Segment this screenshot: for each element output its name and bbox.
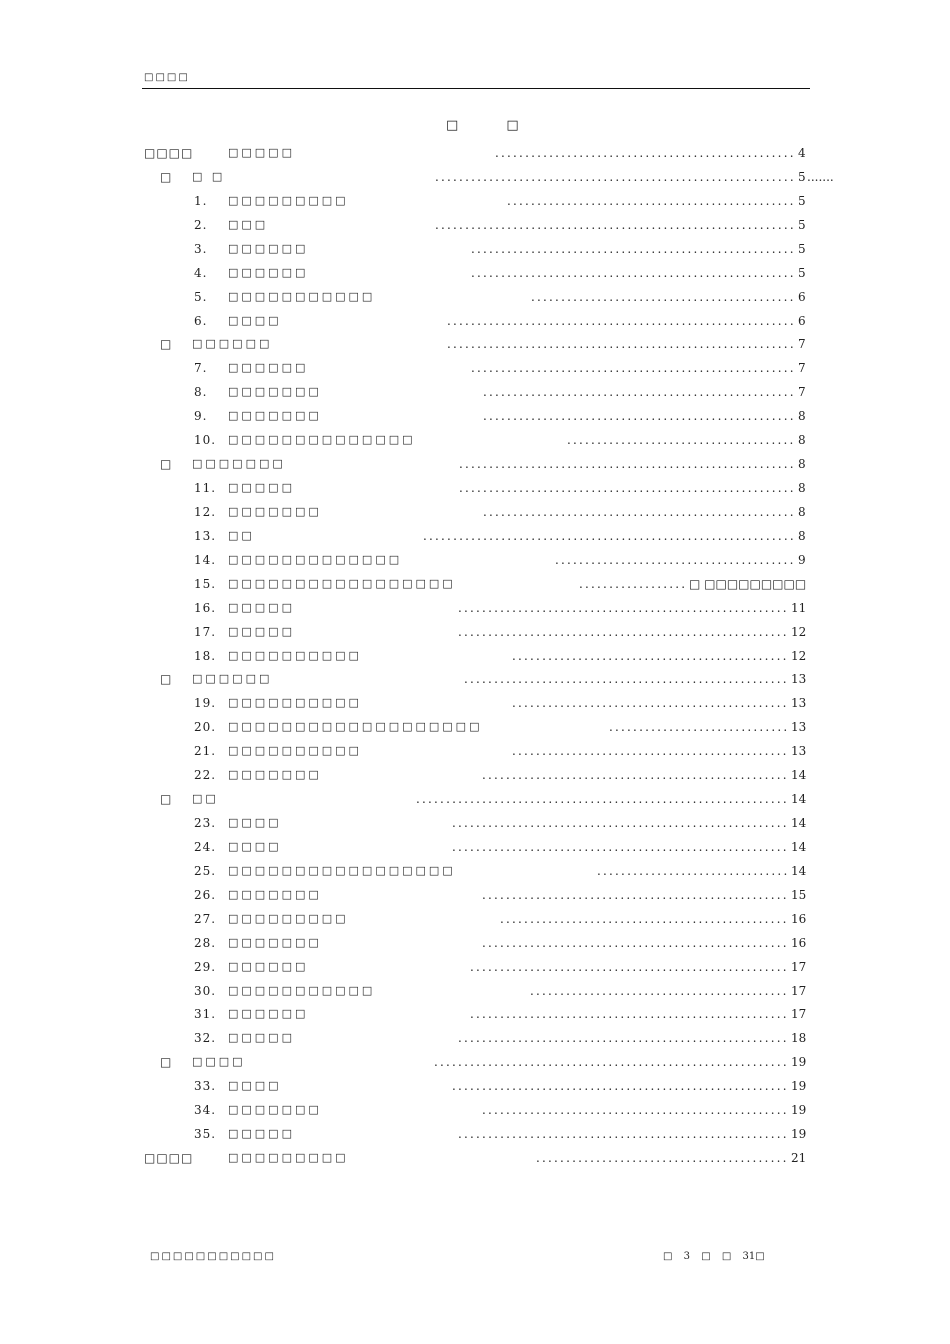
toc-leader-dots: ...................................................	[482, 1103, 789, 1118]
toc-leader-dots: ...........................................	[530, 983, 789, 998]
toc-entry-number: 29.	[194, 959, 217, 974]
toc-entry-label: □□□□□□□□□□□	[228, 983, 376, 997]
toc-entry-label: □□	[192, 792, 219, 806]
toc-entry-number: 19.	[194, 696, 217, 711]
toc-entry-label: □□□□□□□□□	[228, 193, 349, 207]
toc-entry-number: 9.	[194, 409, 208, 424]
toc-entry[interactable]	[0, 744, 950, 758]
toc-leader-dots: ...................................................	[482, 935, 789, 950]
toc-entry-label: □□□□□	[228, 600, 295, 614]
toc-entry-label: □□□□□□□	[192, 457, 286, 471]
toc-entry[interactable]	[0, 553, 950, 567]
toc-entry-page: 14	[791, 839, 807, 854]
toc-entry-page: 5	[798, 169, 806, 184]
footer-page-total: 31□	[742, 1251, 765, 1262]
toc-leader-dots: ........................................................	[452, 839, 789, 854]
toc-entry-page: 7	[798, 337, 806, 352]
toc-entry-label: □□□□□□□	[228, 1103, 322, 1117]
toc-entry-label: □□□□	[228, 816, 282, 830]
toc-entry[interactable]	[0, 314, 950, 328]
toc-leader-dots: .....................................................	[470, 959, 789, 974]
toc-leader-dots: ..............................	[609, 720, 789, 735]
toc-entry[interactable]	[0, 266, 950, 280]
toc-entry-label: □□□□□□□	[228, 409, 322, 423]
toc-entry-number: 15.	[194, 576, 217, 591]
toc-entry-label: □□□□□□□□□□□□□□□□□	[228, 863, 456, 877]
toc-entry-label: □□□□□□	[228, 265, 309, 279]
toc-entry-page: 6	[798, 313, 806, 328]
toc-entry-page: 19	[791, 1055, 807, 1070]
toc-entry-number: 17.	[194, 624, 217, 639]
toc-entry[interactable]	[0, 936, 950, 950]
toc-entry-label: □□□□□□□□□□□□□□	[228, 433, 416, 447]
toc-entry-page: 6	[798, 289, 806, 304]
toc-entry-label: □□□□□□	[192, 337, 273, 351]
toc-entry-number: 24.	[194, 839, 217, 854]
toc-entry-number: □	[160, 457, 173, 472]
toc-entry-page: 14	[791, 768, 807, 783]
toc-entry-label: □□□□□	[228, 1127, 295, 1141]
toc-leader-dots: ............................................................	[435, 169, 796, 184]
toc-entry-label: □□□□□□□□□□	[228, 648, 362, 662]
toc-entry-page: 13	[791, 744, 807, 759]
toc-entry-label: □□□□	[228, 1079, 282, 1093]
toc-leader-dots: ................................................	[500, 911, 789, 926]
toc-entry-page: 5	[798, 265, 806, 280]
toc-entry-label: □□□□	[192, 1055, 246, 1069]
toc-entry-label: □□□□□□□	[228, 768, 322, 782]
toc-entry-page: 16	[791, 911, 807, 926]
toc-leader-dots: .......................................................	[458, 624, 789, 639]
toc-entry-page: 18	[791, 1031, 807, 1046]
toc-leader-dots: ............................................	[531, 289, 796, 304]
toc-leader-dots: ........................................................	[452, 1079, 789, 1094]
toc-leader-dots: ...........................................................	[434, 1055, 789, 1070]
toc-leader-dots: ....................................................	[483, 504, 796, 519]
toc-entry-number: 25.	[194, 863, 217, 878]
toc-entry-number: □	[160, 337, 173, 352]
toc-leader-dots: ........................................................	[459, 457, 796, 472]
toc-entry-label: □□□□	[228, 839, 282, 853]
toc-entry-page: 8	[798, 457, 806, 472]
footer-left-text: □□□□□□□□□□□	[150, 1251, 276, 1262]
toc-entry-label: □□□□□	[228, 146, 295, 159]
toc-entry-label: □□□□□□□□□	[228, 1151, 349, 1165]
toc-entry-page: 21	[791, 1151, 807, 1166]
toc-entry-label: □□□□□□	[228, 241, 309, 255]
toc-entry-number: 12.	[194, 504, 217, 519]
toc-entry-label: □□□□□□	[228, 361, 309, 375]
toc-entry[interactable]	[0, 696, 950, 710]
toc-entry-number: 26.	[194, 887, 217, 902]
toc-entry-label: □□□□□□□	[228, 504, 322, 518]
toc-leader-dots: ......................................................	[471, 241, 796, 256]
toc-entry[interactable]	[0, 1055, 950, 1069]
toc-leader-dots: ..............................................	[512, 696, 789, 711]
toc-entry[interactable]	[0, 457, 950, 471]
toc-entry-number: 16.	[194, 600, 217, 615]
toc-entry-page: 12	[791, 648, 807, 663]
toc-leader-dots: ......................................	[567, 433, 796, 448]
toc-entry-label: □□□□□□□□□□□□□□□□□	[228, 576, 456, 590]
toc-leader-dots: ..........................................................	[447, 313, 796, 328]
toc-entry[interactable]	[0, 218, 950, 232]
toc-leader-dots: ...................................................	[482, 887, 789, 902]
toc-entry[interactable]	[0, 960, 950, 974]
toc-leader-dots: .......................................................	[458, 600, 789, 615]
toc-entry-page: 14	[791, 863, 807, 878]
toc-entry-label: □□□□□	[228, 624, 295, 638]
toc-leader-dots: ..............................................................	[423, 528, 796, 543]
toc-entry[interactable]	[0, 577, 950, 591]
toc-entry[interactable]	[0, 194, 950, 208]
toc-entry-label: □□□□□□□□□□□	[228, 289, 376, 303]
toc-entry-page: 17	[791, 959, 807, 974]
toc-entry[interactable]	[0, 1031, 950, 1045]
toc-leader-dots: .......................................................	[458, 1127, 789, 1142]
toc-leader-dots: ........................................................	[459, 481, 796, 496]
toc-entry-page: 5	[798, 217, 806, 232]
toc-entry-page: 16	[791, 935, 807, 950]
toc-entry-page: 15	[791, 887, 807, 902]
toc-leader-dots: ......................................................	[464, 672, 789, 687]
toc-entry[interactable]	[0, 337, 950, 351]
toc-entry[interactable]	[0, 625, 950, 639]
toc-entry-number: □□□□	[144, 1151, 194, 1166]
toc-entry-number: 4.	[194, 265, 208, 280]
toc-entry[interactable]	[0, 1151, 950, 1165]
toc-entry[interactable]	[0, 888, 950, 902]
toc-leader-dots: ..........................................................	[447, 337, 796, 352]
toc-entry-number: 27.	[194, 911, 217, 926]
toc-entry-number: 1.	[194, 193, 208, 208]
toc-leader-dots: ..........................................	[536, 1151, 789, 1166]
toc-entry[interactable]	[0, 409, 950, 423]
toc-entry-number: 20.	[194, 720, 217, 735]
toc-entry-number: □	[160, 672, 173, 687]
toc-entry-number: □	[160, 792, 173, 807]
footer-page-indicator	[663, 1251, 773, 1262]
toc-leader-dots: ....................................................	[483, 409, 796, 424]
toc-entry[interactable]	[0, 720, 950, 734]
toc-entry-number: 6.	[194, 313, 208, 328]
toc-entry-number: 28.	[194, 935, 217, 950]
toc-entry-page: 7	[798, 385, 806, 400]
toc-entry-label: □□□□□□□□□□	[228, 696, 362, 710]
toc-entry[interactable]	[0, 792, 950, 806]
toc-entry-number: □	[160, 1055, 173, 1070]
toc-entry-label: □□□□□□	[192, 672, 273, 686]
toc-entry-number: 11.	[194, 481, 217, 496]
toc-leader-dots: ..............................................	[512, 648, 789, 663]
footer-page-mid: □	[701, 1251, 711, 1262]
toc-title: □ □	[446, 118, 541, 133]
toc-leader-dots: ........................................................	[452, 816, 789, 831]
toc-entry-number: 18.	[194, 648, 217, 663]
toc-entry-number: 33.	[194, 1079, 217, 1094]
toc-entry-page: 8	[798, 409, 806, 424]
toc-entry-page: 5	[798, 241, 806, 256]
toc-entry-label: □□□	[228, 217, 269, 231]
footer-page-mid2: □	[721, 1251, 732, 1262]
toc-leader-dots: ............................................................	[435, 217, 796, 232]
page-header-text: □□□□	[144, 72, 190, 83]
footer-page-prefix: □	[663, 1251, 673, 1262]
toc-entry-page: 14	[791, 792, 807, 807]
toc-entry-number: 8.	[194, 385, 208, 400]
toc-leader-dots: ..............................................................	[416, 792, 789, 807]
toc-entry-number: 35.	[194, 1127, 217, 1142]
toc-entry-label: □ □	[192, 169, 226, 183]
toc-entry-page: 8	[798, 528, 806, 543]
toc-entry-label: □□□□□□□	[228, 935, 322, 949]
toc-leader-dots: ..................	[579, 576, 687, 591]
toc-entry-page: 17	[791, 1007, 807, 1022]
toc-leader-dots: .....................................................	[470, 1007, 789, 1022]
toc-leader-dots: ................................................	[507, 193, 796, 208]
toc-entry-label: □□□□□□□□□□□□□□□□□□□	[228, 720, 483, 734]
toc-entry-number: 31.	[194, 1007, 217, 1022]
toc-entry-number: 21.	[194, 744, 217, 759]
toc-entry-label: □□	[228, 528, 255, 542]
toc-entry-label: □□□□□□□□□□□□□	[228, 552, 403, 566]
toc-leader-dots: .......................................................	[458, 1031, 789, 1046]
toc-entry[interactable]	[0, 672, 950, 686]
toc-entry[interactable]	[0, 433, 950, 447]
toc-entry-label: □□□□□□□□□□	[228, 744, 362, 758]
toc-entry-page: 8	[798, 481, 806, 496]
toc-entry[interactable]	[0, 840, 950, 854]
toc-entry-number: 34.	[194, 1103, 217, 1118]
toc-entry-page: 7	[798, 361, 806, 376]
toc-entry[interactable]	[0, 1079, 950, 1093]
toc-leader-dots: ....................................................	[483, 385, 796, 400]
toc-entry-label: □□□□□	[228, 481, 295, 495]
toc-entry-number: 2.	[194, 217, 208, 232]
toc-entry-page: □ □□□□□□□□□	[689, 576, 807, 591]
toc-entry-page: 14	[791, 816, 807, 831]
toc-entry[interactable]	[0, 816, 950, 830]
toc-entry-page: 19	[791, 1127, 807, 1142]
toc-entry[interactable]	[0, 984, 950, 998]
toc-entry[interactable]	[0, 170, 950, 184]
toc-entry[interactable]	[0, 768, 950, 782]
toc-entry[interactable]	[0, 529, 950, 543]
toc-entry-label: □□□□□□	[228, 959, 309, 973]
toc-entry-number: 7.	[194, 361, 208, 376]
toc-entry-page: 17	[791, 983, 807, 998]
toc-entry-label: □□□□□□	[228, 1007, 309, 1021]
toc-leader-dots: ................................	[597, 863, 789, 878]
toc-entry-number: 32.	[194, 1031, 217, 1046]
toc-entry-page: 9	[798, 552, 806, 567]
toc-entry-label: □□□□	[228, 313, 282, 327]
toc-entry-page: 19	[791, 1079, 807, 1094]
toc-entry-page: 8	[798, 433, 806, 448]
toc-entry[interactable]	[0, 146, 950, 160]
toc-leader-dots: ......................................................	[471, 265, 796, 280]
toc-entry-page: 19	[791, 1103, 807, 1118]
toc-entry-number: □	[160, 169, 173, 184]
toc-entry-page: 13	[791, 672, 807, 687]
toc-entry-page: 8	[798, 504, 806, 519]
toc-entry-page: 13	[791, 696, 807, 711]
toc-leader-dots: ......................................................	[471, 361, 796, 376]
toc-entry[interactable]	[0, 242, 950, 256]
toc-entry-number: □□□□	[144, 146, 194, 160]
toc-entry[interactable]	[0, 481, 950, 495]
toc-entry-page: 13	[791, 720, 807, 735]
toc-entry-label: □□□□□□□	[228, 887, 322, 901]
toc-entry-number: 10.	[194, 433, 217, 448]
toc-entry-label: □□□□□	[228, 1031, 295, 1045]
toc-leader-dots: ...................................................	[482, 768, 789, 783]
toc-leader-dots: ........................................	[555, 552, 796, 567]
footer-page-current: 3	[683, 1251, 691, 1262]
toc-entry[interactable]	[0, 1127, 950, 1141]
toc-entry-label: □□□□□□□□□	[228, 911, 349, 925]
toc-entry-page: 11	[791, 600, 807, 615]
toc-entry[interactable]	[0, 385, 950, 399]
toc-entry-number: 22.	[194, 768, 217, 783]
toc-leader-dots: ..................................................	[495, 146, 796, 160]
toc-entry-number: 13.	[194, 528, 217, 543]
toc-leader-dots: ..............................................	[512, 744, 789, 759]
toc-entry[interactable]	[0, 505, 950, 519]
toc-entry[interactable]	[0, 601, 950, 615]
toc-entry-number: 23.	[194, 816, 217, 831]
toc-entry-number: 5.	[194, 289, 208, 304]
toc-entry[interactable]	[0, 290, 950, 304]
toc-entry[interactable]	[0, 912, 950, 926]
toc-trailing-dots: .......	[807, 169, 834, 184]
toc-entry[interactable]	[0, 864, 950, 878]
toc-entry-page: 12	[791, 624, 807, 639]
toc-entry-number: 3.	[194, 241, 208, 256]
toc-entry-number: 14.	[194, 552, 217, 567]
toc-entry[interactable]	[0, 361, 950, 375]
toc-entry[interactable]	[0, 1007, 950, 1021]
toc-entry[interactable]	[0, 649, 950, 663]
toc-entry-number: 30.	[194, 983, 217, 998]
toc-entry-page: 5	[798, 193, 806, 208]
toc-entry-page: 4	[798, 146, 806, 160]
toc-entry-label: □□□□□□□	[228, 385, 322, 399]
toc-entry[interactable]	[0, 1103, 950, 1117]
